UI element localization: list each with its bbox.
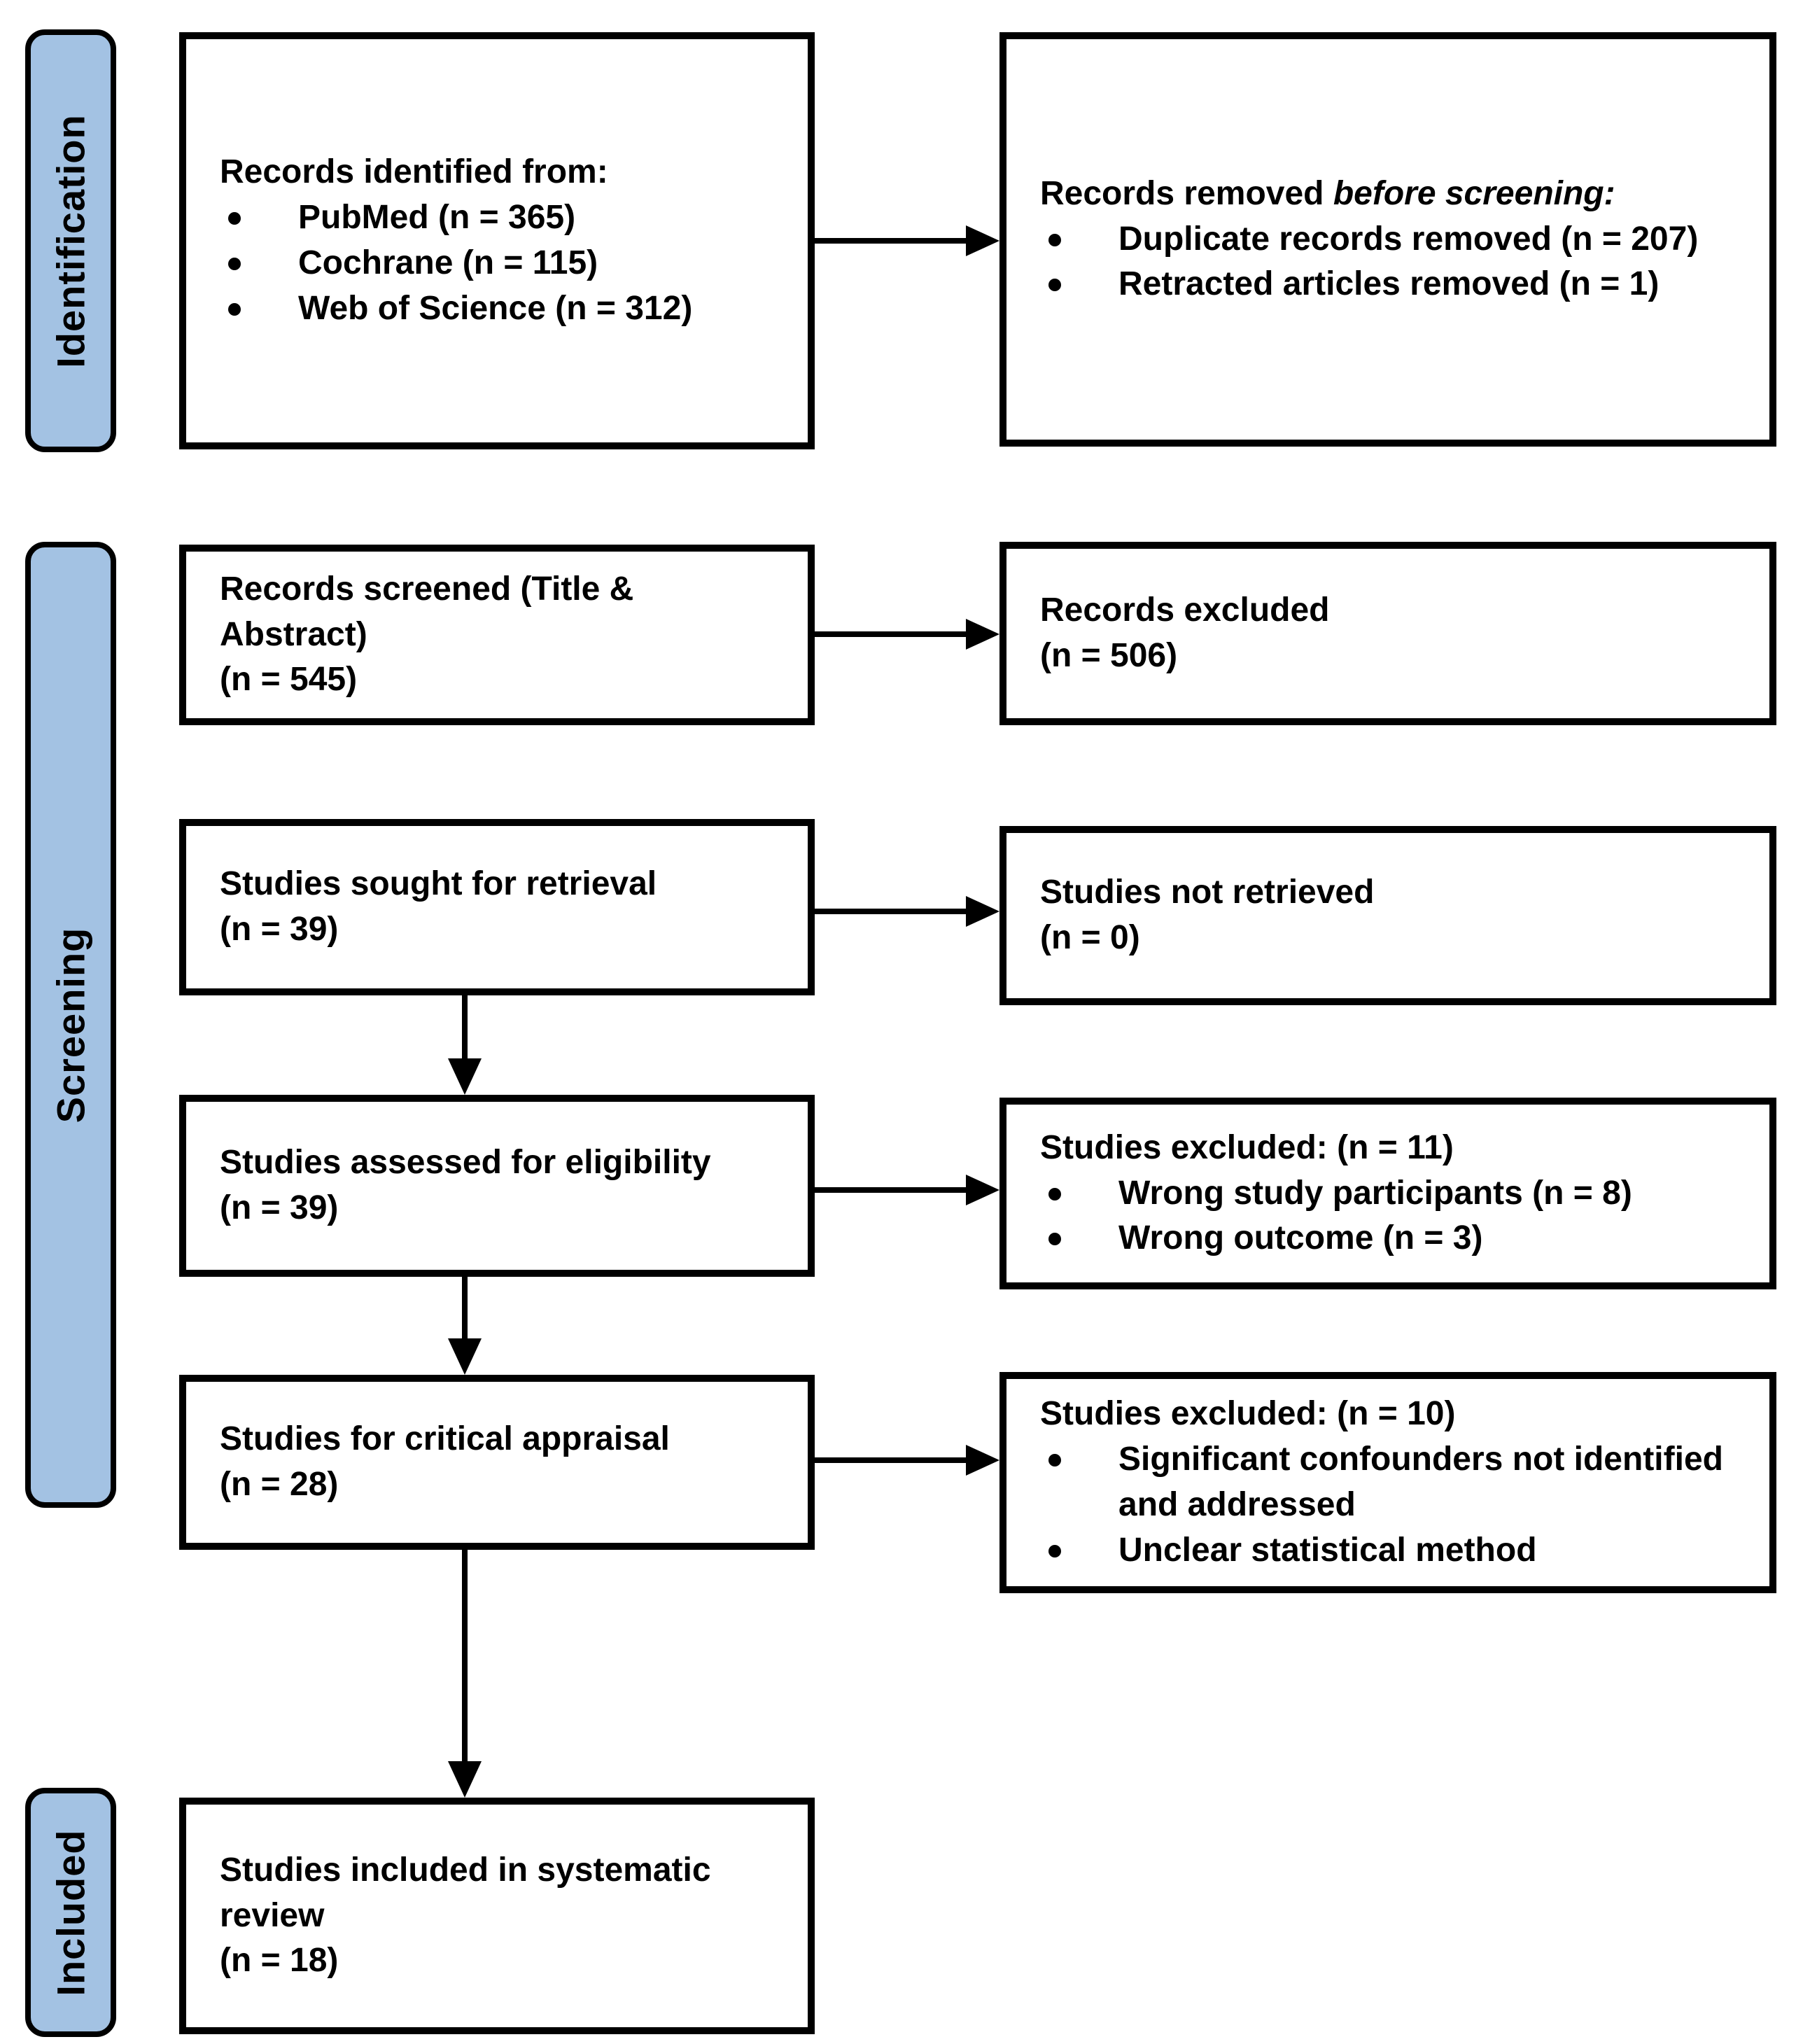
box-title: Records identified from: <box>220 153 608 191</box>
stage-label-text: Screening <box>48 927 93 1123</box>
list-item: Cochrane (n = 115) <box>220 241 797 286</box>
list-item: Wrong study participants (n = 8) <box>1040 1171 1758 1217</box>
list-item: Web of Science (n = 312) <box>220 286 797 332</box>
box-studies-not-retrieved <box>999 826 1776 1005</box>
list-item: Retracted articles removed (n = 1) <box>1040 262 1758 307</box>
box-count: (n = 0) <box>1040 919 1140 956</box>
stage-label-screening <box>25 542 116 1508</box>
arrow-assessed-to-critical <box>462 1277 468 1338</box>
arrow-critical-to-included <box>462 1550 468 1761</box>
box-title: Studies not retrieved <box>1040 874 1375 911</box>
box-title: Studies for critical appraisal <box>220 1420 670 1458</box>
box-title <box>1040 172 1758 217</box>
title-prefix: Records removed <box>1040 174 1333 212</box>
box-records-screened <box>179 545 815 725</box>
box-count: (n = 18) <box>220 1942 339 1980</box>
box-studies-included-in-review <box>179 1798 815 2034</box>
box-title: Studies sought for retrieval <box>220 865 657 903</box>
box-records-excluded <box>999 542 1776 725</box>
list-item: Unclear statistical method <box>1040 1528 1758 1574</box>
box-studies-assessed-for-eligibility <box>179 1095 815 1277</box>
bullet-list <box>1040 217 1758 308</box>
box-title: Records excluded <box>1040 592 1330 629</box>
arrow-sought-to-assessed <box>462 995 468 1058</box>
bullet-list <box>1040 1171 1758 1262</box>
box-count: (n = 39) <box>220 911 339 948</box>
box-count: (n = 506) <box>1040 637 1178 674</box>
bullet-list <box>1040 1437 1758 1573</box>
box-studies-excluded-appraisal <box>999 1372 1776 1593</box>
arrow-identified-to-removed <box>815 238 966 244</box>
stage-label-text: Identification <box>48 113 93 368</box>
list-item: Wrong outcome (n = 3) <box>1040 1216 1758 1261</box>
box-title: Studies excluded: (n = 11) <box>1040 1128 1454 1166</box>
box-records-removed-before-screening <box>999 32 1776 447</box>
arrow-sought-to-not-retrieved <box>815 909 966 914</box>
bullet-list <box>220 195 797 331</box>
box-studies-excluded-eligibility <box>999 1098 1776 1289</box>
arrow-assessed-to-excluded <box>815 1187 966 1193</box>
box-title: Records screened (Title & Abstract) <box>220 570 634 653</box>
box-count: (n = 39) <box>220 1189 339 1226</box>
box-title: Studies excluded: (n = 10) <box>1040 1395 1456 1433</box>
title-italic: before screening: <box>1333 174 1615 212</box>
box-title: Studies included in systematic review <box>220 1851 711 1934</box>
box-studies-sought-for-retrieval <box>179 819 815 995</box>
stage-label-included <box>25 1788 116 2037</box>
box-title: Studies assessed for eligibility <box>220 1144 711 1182</box>
arrow-critical-to-excluded <box>815 1457 966 1463</box>
list-item: Duplicate records removed (n = 207) <box>1040 217 1758 262</box>
arrow-screened-to-excluded <box>815 631 966 637</box>
stage-label-identification <box>25 29 116 452</box>
box-count: (n = 28) <box>220 1466 339 1503</box>
list-item: PubMed (n = 365) <box>220 195 797 241</box>
stage-label-text: Included <box>48 1828 93 1996</box>
list-item: Significant confounders not identified and addressed <box>1040 1437 1758 1528</box>
box-count: (n = 545) <box>220 661 358 699</box>
box-records-identified <box>179 32 815 449</box>
box-studies-for-critical-appraisal <box>179 1375 815 1550</box>
